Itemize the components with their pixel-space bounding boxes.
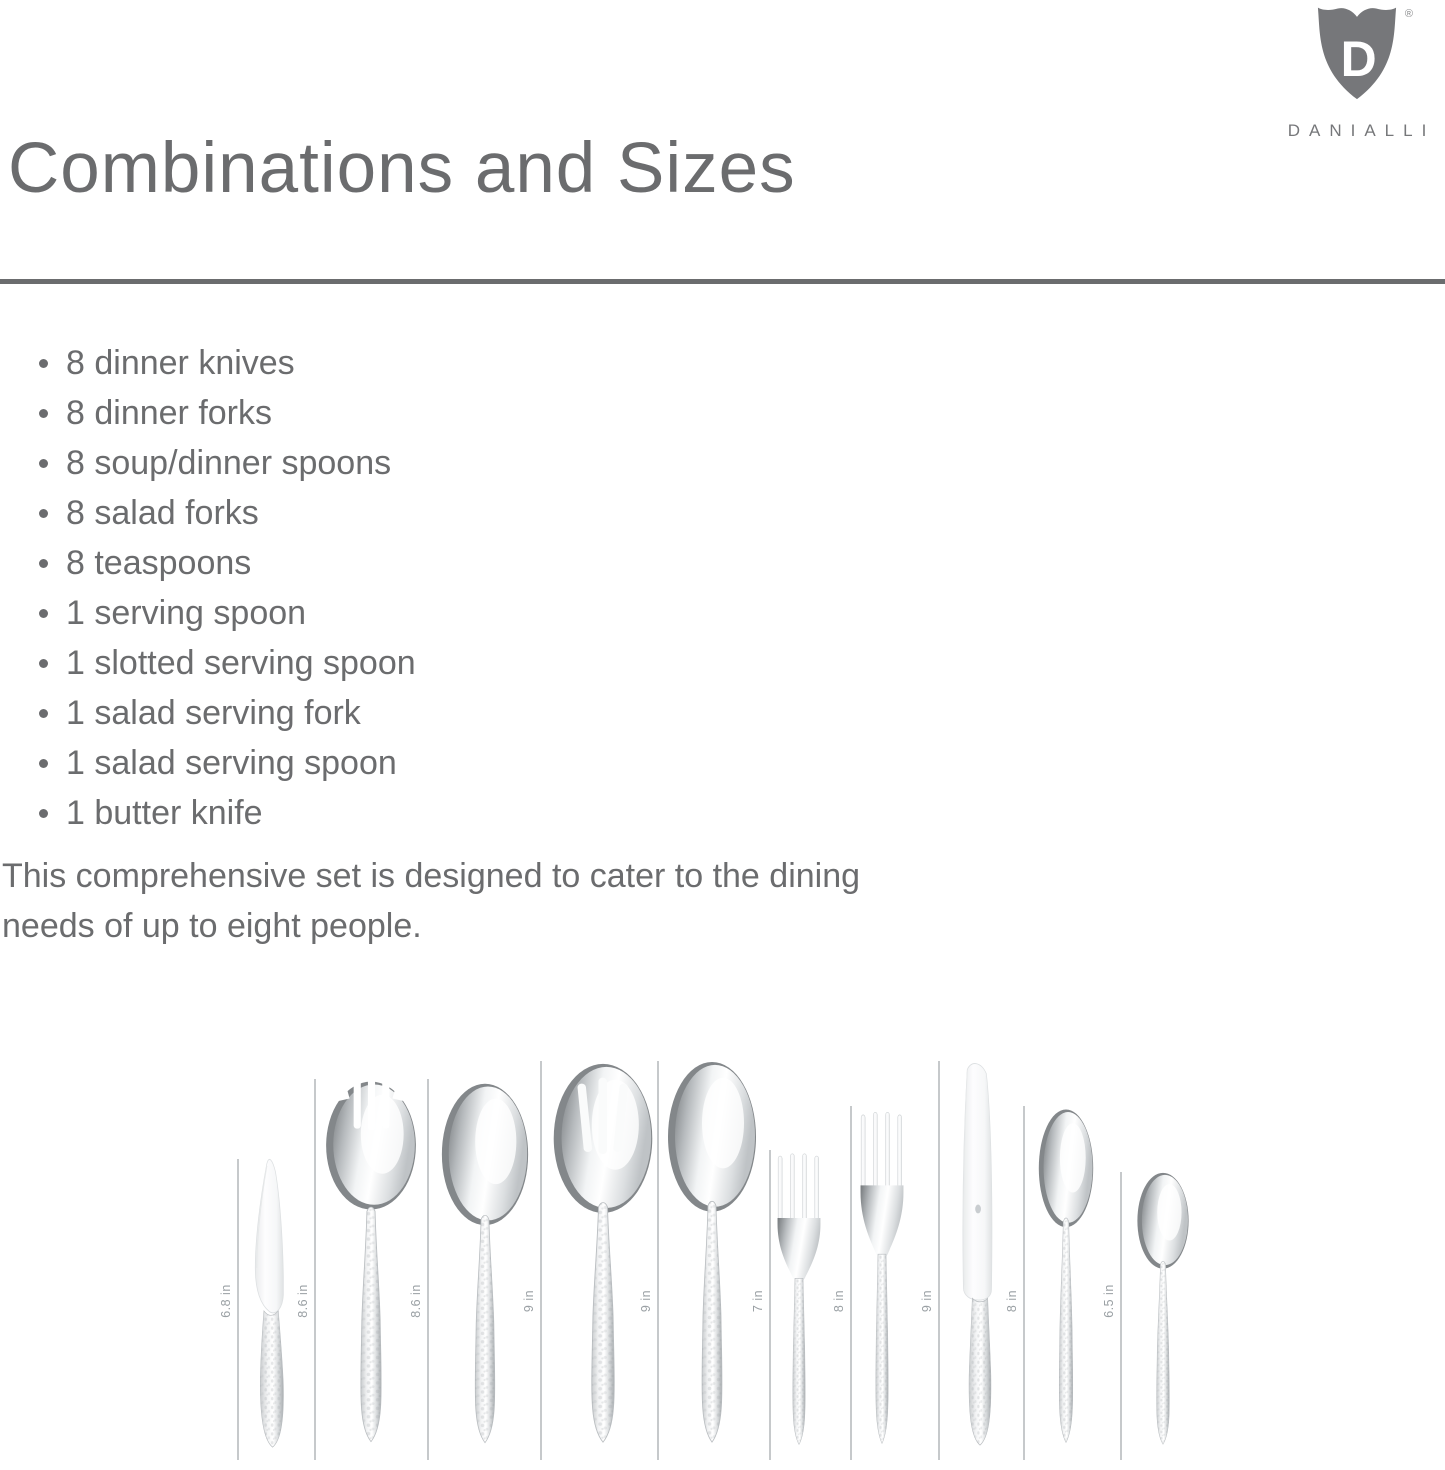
salad-serving-fork-image (320, 1076, 422, 1452)
size-label: 6.8 in (219, 1284, 233, 1318)
salad-serving-spoon-image (436, 1080, 534, 1452)
soup-dinner-spoon-image (1032, 1106, 1100, 1452)
measure-line (938, 1061, 940, 1460)
measure-line (427, 1079, 429, 1460)
page-title: Combinations and Sizes (8, 129, 796, 208)
description-text: This comprehensive set is designed to cater to the dining needs of up to eight people. (2, 857, 861, 945)
shield-icon (1315, 6, 1399, 110)
size-label: 8 in (1005, 1289, 1019, 1313)
list-item: 8 teaspoons (0, 538, 416, 588)
measure-line (314, 1079, 316, 1460)
measure-line (657, 1061, 659, 1460)
serving-spoon-image (662, 1058, 762, 1452)
shield-logo-icon (1315, 6, 1413, 110)
measure-line (1120, 1172, 1122, 1460)
brand-name: DANIALLI (1287, 121, 1436, 140)
contents-list (0, 338, 416, 838)
size-label: 8.6 in (296, 1284, 310, 1318)
teaspoon-image (1131, 1170, 1195, 1452)
size-label: 9 in (522, 1289, 536, 1313)
list-item: 1 slotted serving spoon (0, 638, 416, 688)
sizes-figure (0, 1030, 1445, 1470)
slotted-serving-spoon-image (547, 1060, 659, 1452)
list-item: 1 salad serving fork (0, 688, 416, 738)
list-item: 1 serving spoon (0, 588, 416, 638)
list-item: 1 butter knife (0, 788, 416, 838)
divider-rule (0, 279, 1445, 284)
brand-logo (1277, 6, 1437, 141)
dinner-fork-image (853, 1108, 911, 1452)
size-label: 7 in (751, 1289, 765, 1313)
measure-line (1023, 1106, 1025, 1460)
list-item: 8 soup/dinner spoons (0, 438, 416, 488)
size-label: 9 in (920, 1289, 934, 1313)
logo-letter: D (1340, 30, 1377, 87)
list-item: 8 dinner forks (0, 388, 416, 438)
list-item: 8 dinner knives (0, 338, 416, 388)
dinner-knife-image (948, 1060, 1012, 1452)
registered-mark: ® (1404, 8, 1413, 20)
list-item: 1 salad serving spoon (0, 738, 416, 788)
size-label: 8 in (832, 1289, 846, 1313)
measure-line (850, 1106, 852, 1460)
measure-line (540, 1061, 542, 1460)
size-label: 9 in (639, 1289, 653, 1313)
salad-fork-image (770, 1150, 828, 1452)
list-item: 8 salad forks (0, 488, 416, 538)
size-label: 6.5 in (1102, 1284, 1116, 1318)
size-label: 8.6 in (409, 1284, 423, 1318)
